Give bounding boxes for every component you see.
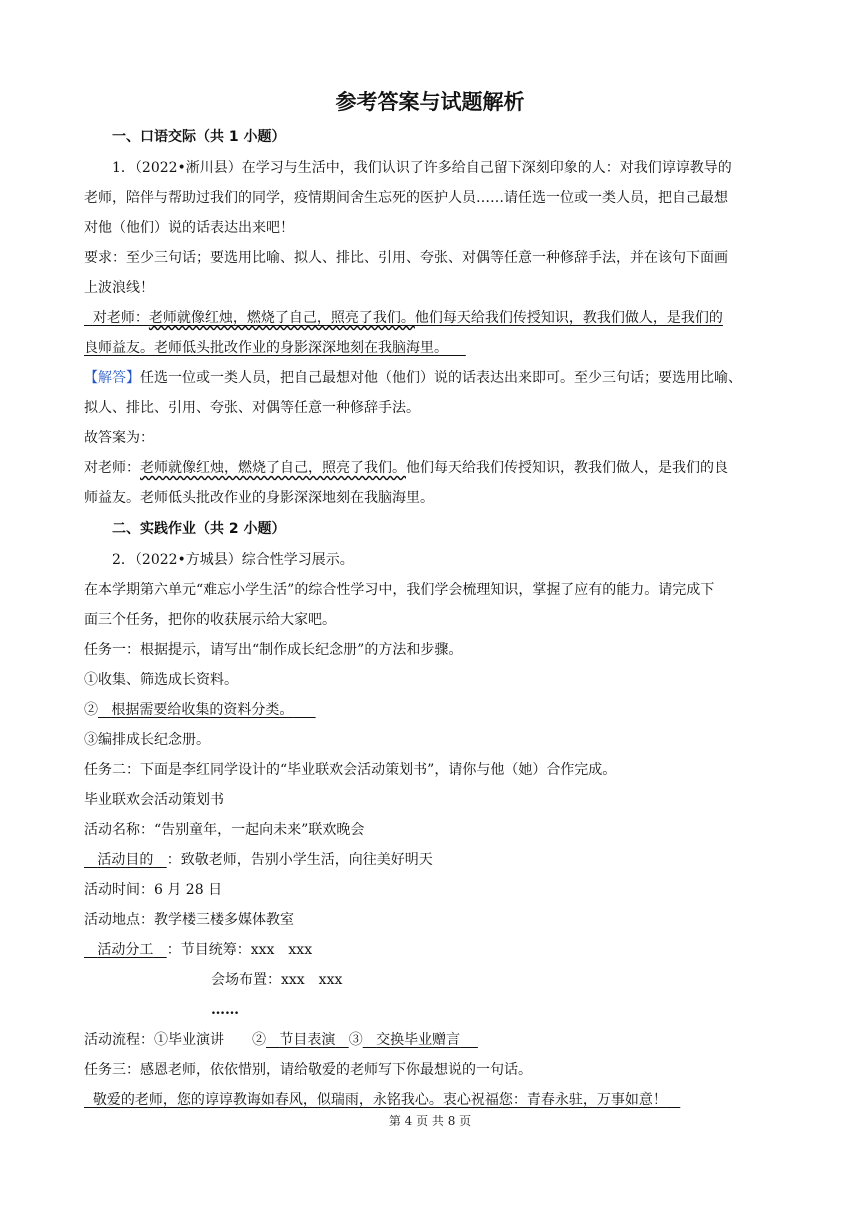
activity-purpose: 活动目的 ：致敬老师，告别小学生活，向往美好明天 [84, 850, 780, 870]
answer-text: 良师益友。老师低头批改作业的身影深深地刻在我脑海里。 [84, 340, 448, 356]
answer-prefix: 对老师： [92, 310, 149, 326]
question-2-line-1: 2．（2022•方城县）综合性学习展示。 [112, 552, 354, 568]
question-1-answer-line-2 [84, 338, 780, 358]
flow-answer-1: 节目表演 [279, 1032, 336, 1048]
final-answer-line-1: 对老师：老师就像红烛，燃烧了自己，照亮了我们。他们每天给我们传授知识，教我们做人，是我们的良 [84, 460, 728, 476]
question-2-intro-1: 在本学期第六单元“难忘小学生活”的综合性学习中，我们学会梳理知识，掌握了应有的能力。请完成下 [84, 582, 715, 598]
purpose-answer: 活动目的 [97, 852, 154, 868]
task-2: 任务二：下面是李红同学设计的“毕业联欢会活动策划书”，请你与他（她）合作完成。 [84, 762, 617, 778]
section-heading-2: 二、实践作业（共 2 小题） [112, 521, 286, 537]
question-1-line-2: 老师，陪伴与帮助过我们的同学，疫情期间舍生忘死的医护人员……请任选一位或一类人员，把自己最想 [84, 190, 728, 206]
task-3: 任务三：感恩老师，依依惜别，请给敬爱的老师写下你最想说的一句话。 [84, 1062, 532, 1078]
wavy-sentence: 老师就像红烛，燃烧了自己，照亮了我们。 [140, 460, 406, 476]
jieda-line-2: 拟人、排比、引用、夸张、对偶等任意一种修辞手法。 [84, 400, 420, 416]
activity-flow: 活动流程：①毕业演讲 ② 节目表演 ③ 交换毕业赠言 [84, 1030, 780, 1050]
division-answer: 活动分工 [97, 942, 154, 958]
activity-name: 活动名称：“告别童年，一起向未来”联欢晚会 [84, 822, 365, 838]
jieda-text: 任选一位或一类人员，把自己最想对他（他们）说的话表达出来即可。至少三句话；要选用比喻、 [140, 370, 742, 386]
answer-text: 他们每天给我们传授知识，教我们做人，是我们的 [414, 310, 723, 326]
answer-label: 故答案为： [84, 430, 154, 446]
page-title: 参考答案与试题解析 [335, 90, 525, 114]
activity-place: 活动地点：教学楼三楼多媒体教室 [84, 912, 294, 928]
step-3: ③编排成长纪念册。 [84, 732, 210, 748]
question-1-answer-line-1 [84, 308, 780, 328]
question-2-intro-2: 面三个任务，把你的收获展示给大家吧。 [84, 612, 336, 628]
activity-division: 活动分工 ：节目统筹：xxx xxx [84, 940, 780, 960]
activity-time: 活动时间：6 月 28 日 [84, 882, 223, 898]
wavy-sentence: 老师就像红烛，燃烧了自己，照亮了我们。 [148, 310, 415, 326]
question-1-line-3: 对他（他们）说的话表达出来吧！ [84, 220, 294, 236]
step-1: ①收集、筛选成长资料。 [84, 672, 238, 688]
question-1-requirement-2: 上波浪线！ [84, 280, 154, 296]
step-2-answer: 根据需要给收集的资料分类。 [111, 702, 294, 718]
venue-setup: 会场布置：xxx xxx [211, 972, 343, 988]
final-answer-line-2: 师益友。老师低头批改作业的身影深深地刻在我脑海里。 [84, 490, 434, 506]
question-1-line-1: 1．（2022•淅川县）在学习与生活中，我们认识了许多给自己留下深刻印象的人：对我们谆谆教导的 [112, 160, 732, 176]
ellipsis: …… [211, 1002, 239, 1018]
task-3-answer: 敬爱的老师，您的谆谆教诲如春风，似瑞雨，永铭我心。衷心祝福您：青春永驻，万事如意！ [92, 1092, 667, 1108]
plan-title: 毕业联欢会活动策划书 [84, 792, 224, 808]
flow-answer-2: 交换毕业赠言 [376, 1032, 461, 1048]
jieda-line-1 [84, 368, 780, 388]
question-1-requirement-1: 要求：至少三句话；要选用比喻、拟人、排比、引用、夸张、对偶等任意一种修辞手法，并在该句下面画 [84, 250, 728, 266]
section-heading-1: 一、口语交际（共 1 小题） [112, 129, 286, 145]
step-2: ② 根据需要给收集的资料分类。 [84, 700, 780, 720]
jieda-tag: 【解答】 [84, 370, 140, 386]
page-footer: 第 4 页 共 8 页 [388, 1114, 472, 1128]
task-1: 任务一：根据提示，请写出“制作成长纪念册”的方法和步骤。 [84, 642, 463, 658]
